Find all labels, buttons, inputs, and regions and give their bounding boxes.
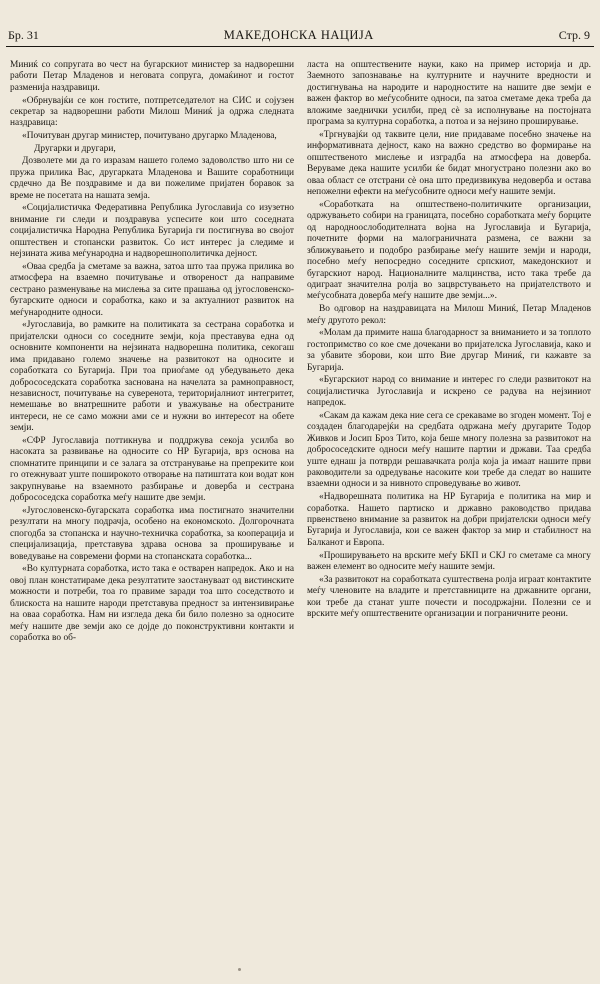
left-column — [10, 60, 294, 970]
paragraph: Дозволете ми да го изразам нашето големо задоволство што ни се пружа прилика Вас, другарката Младенова и Вашите соработници срдечно да Ве поздравиме и да ви пожелиме пријатен боравок за време не посетата на нашата земја. — [10, 156, 294, 201]
paragraph: «Сакам да кажам дека ние сега се срекаваме во згоден момент. Тој е создаден благодарејќи на средбата одржана меѓу другарите Тодор Живков и Јосип Броз Тито, која беше многу полезна за развитокот на добрососедските односи меѓу нашите партии и држави. Таа средба уште еднаш ја потврди решавачката ролја која ја имаат нашите први раководители за одредување насоките кои требе да следат во нашите взаемни односи и за нивното спроведување во живот. — [307, 410, 591, 490]
paragraph: «Тргнувајќи од таквите цели, ние придаваме посебно значење на информативната дејност, како на важно средство во формирање на општественото мислење и изградба на атмосфера на доверба. Веруваме дека нашите усилби ќе бидат многустрано полезни ако во оваа област се отстрани сè она што предизвикува недоверба и остава непожелни ефекти на меѓусобните односи меѓу нашите земји. — [307, 129, 591, 198]
paragraph: «Надворешната политика на НР Бугарија е политика на мир и соработка. Нашето партиско и државно раководство придава првенствено внимание за развиток на добри пријателски односи меѓу Бугарија и Југославија, кои се важен фактор за мир и стабилност на Балканот и Европа. — [307, 492, 591, 548]
page-number: Стр. 9 — [558, 28, 590, 42]
paragraph: «Соработката на општествено-политичките организации, одржувањето собири на границата, посебно соработката меѓу борците од народноослободителната војна на Југославија и Бугарија, почетните форми на малограничната размена, се важни за зближувањето и подобро разбирање меѓу нашите земји и народи, посебно меѓу непосредно соседните српскиот, македонскиот и бугарскиот народ. Националните малцинства, исто така требе да одиграат значителна ролја во зацврстувањето на пријателството и меѓусобната доверба меѓу нашите две земји...». — [307, 199, 591, 302]
paragraph: «Оваа средба ја сметаме за важна, затоа што таа пружа прилика во атмосфера на взаемно почитување и отвореност да направиме сестрано разменување на мислења за сите прашања од југословенско-бугарските односи и соработка, како и за актуалниот развиток на меѓународните односи. — [10, 261, 294, 318]
paragraph: «Обрнувајќи се кон гостите, потпретседателот на СИС и сојузен секретар за надворешни работи Милош Миниќ ја одржа следната наздравица: — [10, 95, 294, 129]
paragraph: Во одговор на наздравицата на Милош Миниќ, Петар Младенов меѓу другото рекол: — [307, 304, 591, 326]
issue-number: Бр. 31 — [8, 28, 39, 42]
paragraph: «За развитокот на соработката суштествена ролја играат контактите меѓу членовите на владите и претставниците на државните органи, кои требе да станат уште почести и посодржајни. Полезни се и врските меѓу општествените организации и пограничните реони. — [307, 574, 591, 619]
publication-title: МАКЕДОНСКА НАЦИЈА — [223, 28, 374, 42]
paragraph: Другарки и другари, — [34, 143, 116, 154]
paragraph: Миниќ со сопругата во чест на бугарскиот министер за надворешни работи Петар Младенов и неговата сопруга, домаќинот и гостот разменија наздравици. — [10, 60, 294, 93]
header-rule — [6, 46, 594, 47]
paragraph: «Бугарскиот народ со внимание и интерес го следи развитокот на социјалистичка Југославија и искрено се радува на нејзиниот напредок. — [307, 375, 591, 409]
paper-speck — [238, 968, 241, 971]
paragraph: «Проширувањето на врските меѓу БКП и СКЈ го сметаме са многу важен елемент во односите меѓу нашите земји. — [307, 550, 591, 572]
paragraph: «Молам да примите наша благодарност за вниманието и за топлото гостопримство со кое сме дочекани во пријателска Југославија, како и за убавите зборови, кои што Вие другар Миниќ, ги кажавте за Бугарија. — [307, 328, 591, 373]
paragraph: «Југославија, во рамките на политиката за сестрана соработка и пријателски односи со соседните земји, која преставува една од основните компоненти на нејзината надворешна политика, секогаш има придавано големо значење на развитокот на односите и соработката со Бугарија. При тоа приоѓаме од убедувањето дека добрососедската соработка заснована на начелата за рамноправност, независност, почитување на суверенота, територијалниот интегритет, немешање во внатрешните работи и уважување на обестраните интереси, не се само можни ами се и нужни во интересот на обете земји. — [10, 320, 294, 434]
paragraph: «Во културната соработка, исто така е остварен напредок. Ако и на овој план констатираме дека резултатите заостануваат од вистинските можности и потреби, тоа го правиме заради тоа што соседството и блискоста на нашите народи претставува предност за интензивирање на оваа соработка. Нам ни изгледа дека би било полезно за односите меѓу нашите две земји ако се дојде до поконструктивни контакти и соработка во об- — [10, 564, 294, 644]
page-header — [8, 28, 590, 46]
paragraph: ласта на општествените науки, како на пример историја и др. Заемното запознавање на културните и научните вредности и достигнувања на народите и народностите на нашите две земји е важен фактор во меѓусобните односи, па затоа сметаме дека треба да вложиме заеднички усилби, пред сè за исполнување на постојната програма за културна соработка, а потоа и за нејзино проширување. — [307, 60, 591, 128]
paragraph: «Почитуван другар министер, почитувано другарко Младенова, — [22, 131, 277, 142]
paragraph: «Југословенско-бугарската соработка има постигнато значителни резултати на многу подрачја, особено на економскоto. Долгорочната спогодба за стопанска и научно-техничка соработка, за кооперација и специјализација, претставува здрава основа за проширување и воведување на современи форми на стопанската соработка... — [10, 505, 294, 562]
paragraph: «Социјалистичка Федеративна Република Југославија со изузетно внимание ги следи и поздравува успесите кои што соседната социјалистичка Народна Република Бугарија ги постигнува во својот општествен и стопански развиток. Со ист интерес ја следиме и нејзината жива меѓународна и надворешнополитичка дејност. — [10, 203, 294, 260]
right-column — [307, 60, 591, 970]
paragraph: «СФР Југославија поттикнува и поддржува секоја усилба во насоката за развивање на односите со НР Бугарија, врз основа на спомнатите принципи и се залага за отстранување на препреките кои го отежнуваат уште поширокото отворање на патиштата кои водат кон закрупнување на взаемното разбирање и доверба и сестрана добрососедска соработка меѓу нашите две земји. — [10, 436, 294, 504]
